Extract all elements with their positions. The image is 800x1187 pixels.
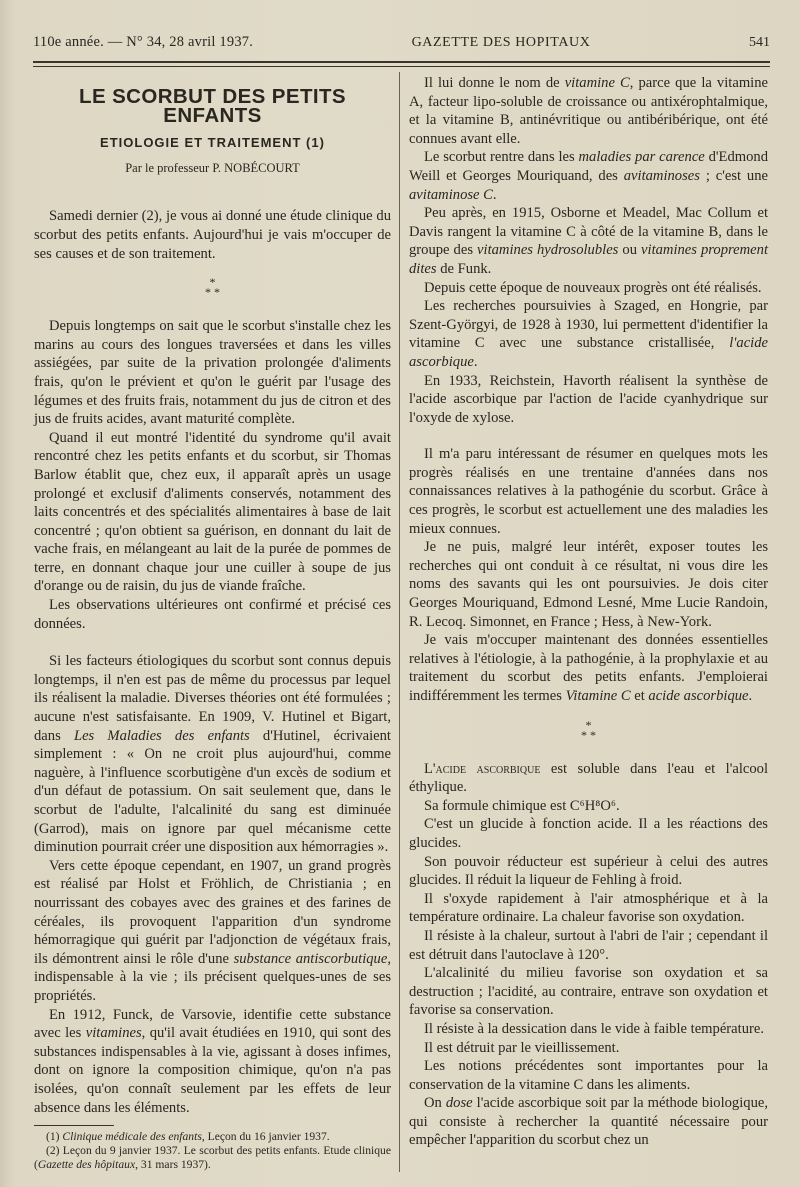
spacer [409, 427, 768, 445]
header-rule-thin [33, 66, 770, 67]
paragraph: Il m'a paru intéressant de résumer en quelques mots les progrès réalisés en une trentaine d'années dans nos connaissances relatives à la pathogénie du scorbut. Grâce à ces progrès, le scorbut est actuellement une des maladies les mieux connues. [409, 446, 768, 537]
article-subtitle: ETIOLOGIE ET TRAITEMENT (1) [100, 135, 325, 151]
page-number: 541 [749, 35, 770, 50]
footnote: (2) Leçon du 9 janvier 1937. Le scorbut des petits enfants. Etude clinique (Gazette des hôpitaux, 31 mars 1937). [34, 1144, 391, 1172]
paragraph: Il s'oxyde rapidement à l'air atmosphérique et à la température ordinaire. La chaleur favorise son oxydation. [409, 890, 768, 926]
article-byline: Par le professeur P. NOBÉCOURT [125, 160, 300, 175]
paragraph: Il résiste à la dessication dans le vide à faible température. [424, 1020, 764, 1037]
paragraph: Il lui donne le nom de vitamine C, parce que la vitamine A, facteur lipo-soluble de croissance ou antixérophtalmique, et la vitamine B, antinévritique ou antibéribérique, ont été connues avant elle. [409, 75, 768, 147]
paragraph: Il résiste à la chaleur, surtout à l'abri de l'air ; cependant il est détruit dans l'autoclave à 120°. [409, 927, 768, 963]
paragraph: En 1912, Funck, de Varsovie, identifie cette substance avec les vitamines, qu'il avait étudiées en 1910, qui sont des substances indispensables à la vie, agissant à doses infimes, dont on ignore la composition chimique, qu'on n'a pas isolées, qu'on connaît seulement par les effets de leur absence dans les éléments. [34, 1006, 391, 1116]
column-separator [399, 72, 400, 1172]
right-column [409, 74, 768, 1150]
paragraph: Vers cette époque cependant, en 1907, un grand progrès est réalisé par Holst et Fröhlich, de Christiania ; en nourrissant des cobayes avec des graines et des farines de céréales, ils provoquent l'apparition d'un syndrome hémorragique qui guérit par l'adjonction de végétaux frais, ils démontrent ainsi le rôle d'une substance antiscorbutique, indispensable à la vie ; ils précisent quelques-unes de ses propriétés. [34, 857, 391, 1004]
publication-title: GAZETTE DES HOPITAUX [411, 35, 591, 50]
footnotes [34, 1130, 391, 1172]
paragraph: Si les facteurs étiologiques du scorbut sont connus depuis longtemps, il n'en est pas de même du processus par lequel ils réalisent la maladie. Diverses théories ont été formulées ; aucune n'est satisfaisante. En 1909, V. Hutinel et Bigart, dans Les Maladies des enfants d'Hutinel, écrivaient simplement : « On ne croit plus aujourd'hui, comme naguère, à l'influence scorbutigène d'un excès de sodium et d'un défaut de potassium. On sait seulement que, dans le scorbut de l'adulte, l'alcalinité du sang est diminuée (Garrod), mais on ignore par quel mécanisme cette diminution pourrait créer une disposition aux hémorragies ». [34, 653, 391, 856]
paragraph: Les recherches poursuivies à Szaged, en Hongrie, par Szent-Györgyi, de 1928 à 1930, lui permettent d'identifier la vitamine C avec une substance cristallisée, l'acide ascorbique. [409, 298, 768, 370]
paragraph: Peu après, en 1915, Osborne et Meadel, Mac Collum et Davis rangent la vitamine C à côté de la vitamine B, dans le groupe des vitamines hydrosolubles ou vitamines proprement dites de Funk. [409, 205, 769, 277]
section-separator-stars: * * * [205, 275, 220, 300]
paragraph: Les observations ultérieures ont confirmé et précisé ces données. [34, 597, 391, 632]
paragraph: Les notions précédentes sont importantes pour la conservation de la vitamine C dans les aliments. [409, 1058, 768, 1093]
paragraph: Son pouvoir réducteur est supérieur à celui des autres glucides. Il réduit la liqueur de Fehling à froid. [409, 853, 768, 889]
paragraph: En 1933, Reichstein, Havorth réalisent la synthèse de l'acide ascorbique par l'action de l'acide cyanhydrique sur l'oxyde de xylose. [409, 372, 768, 426]
paragraph: C'est un glucide à fonction acide. Il a les réactions des glucides. [409, 816, 768, 851]
issue-info: 110e année. — N° 34, 28 avril 1937. [33, 34, 254, 50]
paragraph: Depuis longtemps on sait que le scorbut s'installe chez les marins au cours des longues traversées et dans les villes assiégées, par suite de la privation prolongée d'aliments frais, qu'on le prévient et qu'on le guérit par l'usage des légumes et des fruits frais, notamment du jus de citron et des jus de fruits acides, avant maturité complète. [34, 318, 391, 428]
left-column [34, 74, 391, 1172]
paragraph: Quand il eut montré l'identité du syndrome qu'il avait rencontré chez les petits enfants et du scorbut, sir Thomas Barlow établit que, chez eux, il apparaît après un usage prolongé et exclusif d'aliments conservés, notamment des laits concentrés et des spécialités alimentaires à base de lait concentré ; qu'on obtient sa guérison, en donnant du lait de vache frais, en mélangeant au lait de la purée de pommes de terre, en donnant chaque jour une cuiller à soupe de jus d'orange ou de raisin, du jus de viande fraîche. [34, 429, 391, 595]
paragraph: Je ne puis, malgré leur intérêt, exposer toutes les recherches qui ont conduit à ce résultat, ni vous dire les noms des savants qui les ont poursuivies. Je dois citer Georges Mouriquand, Edmond Lesné, Mme Lucie Randoin, R. Lecoq. Simonnet, en France ; Hess, à New-York. [409, 539, 768, 630]
spacer [34, 633, 391, 652]
footnote: (1) Clinique médicale des enfants, Leçon du 16 janvier 1937. [46, 1130, 330, 1144]
paragraph: On dose l'acide ascorbique soit par la méthode biologique, qui consiste à rechercher la quantité nécessaire pour empêcher l'apparition du scorbut chez un [409, 1095, 768, 1149]
paragraph: Samedi dernier (2), je vous ai donné une étude clinique du scorbut des petits enfants. Aujourd'hui je vais m'occuper de ses causes et de son traitement. [34, 208, 391, 262]
footnote-rule [34, 1125, 114, 1126]
paragraph: Depuis cette époque de nouveaux progrès ont été réalisés. [424, 279, 762, 296]
paragraph: L'acide ascorbique est soluble dans l'eau et l'alcool éthylique. [409, 760, 768, 796]
paragraph: Je vais m'occuper maintenant des données essentielles relatives à l'étiologie, à la pathogénie, à la prophylaxie et au traitement du scorbut des petits enfants. J'emploierai indifféremment les termes Vitamine C et acide ascorbique. [409, 632, 768, 704]
paragraph: Il est détruit par le vieillissement. [424, 1039, 620, 1056]
paragraph: Le scorbut rentre dans les maladies par carence d'Edmond Weill et Georges Mouriquand, des avitaminoses ; c'est une avitaminose C. [409, 149, 768, 203]
header-rule-thick [33, 61, 770, 63]
paragraph: Sa formule chimique est C⁶H⁸O⁶. [424, 797, 620, 814]
article-title: LE SCORBUT DES PETITS ENFANTS [79, 85, 346, 127]
section-separator-stars: * * * [581, 717, 596, 742]
paragraph: L'alcalinité du milieu favorise son oxydation et sa destruction ; l'acidité, au contraire, entrave son oxydation et favorise sa conservation. [409, 965, 768, 1019]
page-header [33, 34, 770, 60]
